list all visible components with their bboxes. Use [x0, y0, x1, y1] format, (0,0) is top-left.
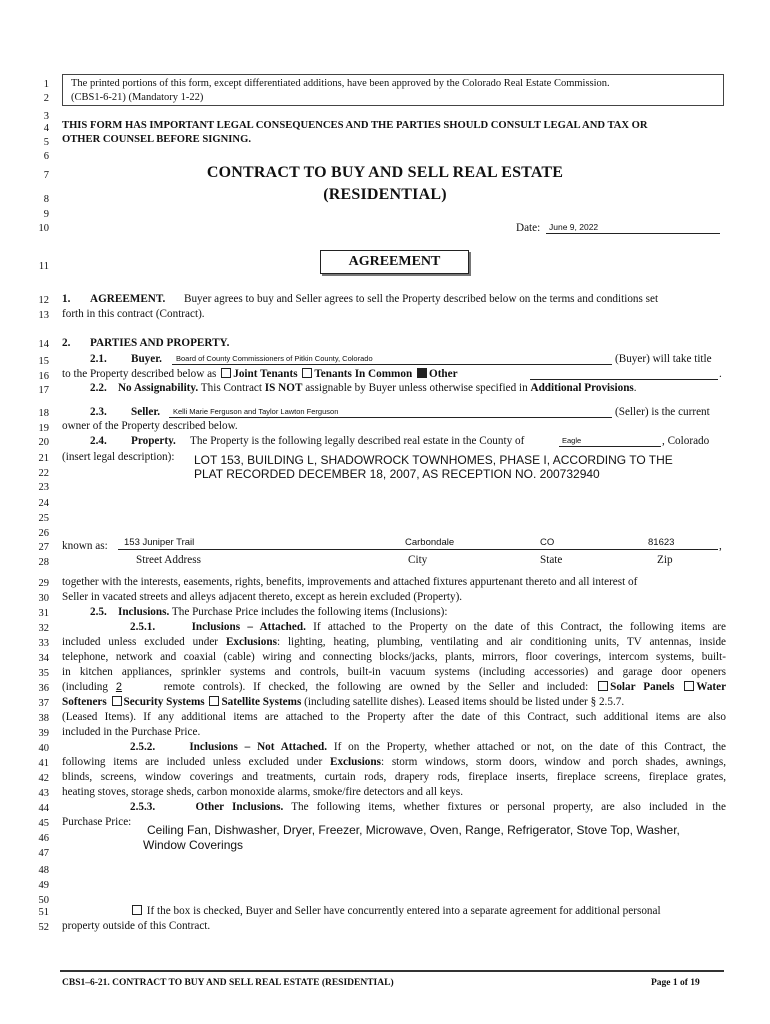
attached-line-38: (Leased Items). If any additional items are attached to the Property after the date of this Contract, such additional items are also: [62, 711, 726, 723]
line-number: 14: [38, 339, 49, 350]
s1-text-1: Buyer agrees to buy and Seller agrees to sell the Property described below on the terms and conditions set: [184, 293, 659, 305]
attached-text-32: If attached to the Property on the date of this Contract, the following items are: [313, 621, 727, 633]
assign-line: [90, 381, 637, 395]
other-inclusions-line-44: [62, 800, 726, 815]
line-number: 26: [38, 528, 49, 539]
separate-agreement-checkbox[interactable]: [132, 905, 142, 915]
tenants-in-common-checkbox[interactable]: [302, 368, 312, 378]
line-number: 4: [43, 123, 49, 134]
seller-suffix: (Seller) is the current: [615, 406, 710, 418]
attached-line-33: [62, 635, 726, 650]
line-number: 16: [38, 371, 49, 382]
line-number: 35: [38, 668, 49, 679]
line-number: 34: [38, 653, 49, 664]
line-number: 51: [38, 907, 49, 918]
not-attached-num: 2.5.2.: [130, 741, 156, 753]
buyer-num: 2.1.: [90, 353, 107, 365]
seller-line-2: owner of the Property described below.: [62, 420, 238, 432]
line-number: 29: [38, 578, 49, 589]
line-number: 11: [38, 261, 49, 272]
s2-num: 2.: [62, 337, 71, 349]
separate-agreement-line-52: property outside of this Contract.: [62, 920, 211, 932]
not-attached-label: Inclusions – Not Attached.: [189, 741, 327, 753]
not-attached-text-41c: : storm windows, storm doors, window and porch shades, awnings,: [380, 756, 727, 768]
buyer-field[interactable]: Board of County Commissioners of Pitkin County, Colorado: [176, 354, 373, 363]
other-label: Other: [429, 368, 458, 380]
street-address-label: Street Address: [136, 554, 201, 566]
attached-label: Inclusions – Attached.: [191, 621, 306, 633]
attached-num: 2.5.1.: [130, 621, 156, 633]
solar-panels-label: Solar Panels: [610, 681, 675, 693]
line-number: 52: [38, 922, 49, 933]
page-title: CONTRACT TO BUY AND SELL REAL ESTATE: [206, 164, 564, 181]
line-number: 8: [43, 194, 49, 205]
zip-label: Zip: [657, 554, 673, 566]
property-num: 2.4.: [90, 435, 107, 447]
line-number: 22: [38, 468, 49, 479]
buyer-suffix: (Buyer) will take title: [615, 353, 712, 365]
assign-label: No Assignability.: [117, 382, 199, 394]
s1-heading: AGREEMENT.: [90, 293, 166, 305]
warning-line-2: OTHER COUNSEL BEFORE SIGNING.: [62, 134, 251, 145]
known-as-label: known as:: [62, 540, 108, 552]
not-attached-text-41a: following items are included unless excluded under: [62, 756, 323, 768]
water-softeners-checkbox[interactable]: [684, 681, 694, 691]
county-state-suffix: , Colorado: [662, 435, 710, 447]
line-number: 6: [43, 151, 49, 162]
other-field-end: .: [719, 368, 722, 380]
attached-text-33a: included unless excluded under: [62, 636, 219, 648]
line-number: 42: [38, 773, 49, 784]
warning-line-1: THIS FORM HAS IMPORTANT LEGAL CONSEQUENCES AND THE PARTIES SHOULD CONSULT LEGAL AND TAX OR: [62, 120, 648, 131]
assign-num: 2.2.: [90, 382, 107, 394]
line-number: 33: [38, 638, 49, 649]
line-number: 21: [38, 453, 49, 464]
attached-line-36: [62, 680, 726, 695]
seller-num: 2.3.: [90, 406, 107, 418]
not-attached-text-40: If on the Property, whether attached or not, on the date of this Contract, the: [333, 741, 727, 753]
tenants-in-common-label: Tenants In Common: [314, 368, 413, 380]
line-number: 2: [43, 93, 49, 104]
attached-text-37b: (including satellite dishes). Leased items should be listed under § 2.5.7.: [304, 696, 625, 708]
property-text: The Property is the following legally described real estate in the County of: [190, 435, 525, 447]
not-attached-line-42: blinds, screens, window coverings and treatments, curtain rods, drapery rods, fireplace inserts, fireplace screens, fireplace grates,: [62, 771, 726, 783]
line-number: 36: [38, 683, 49, 694]
footer-form-title: CBS1–6-21. CONTRACT TO BUY AND SELL REAL ESTATE (RESIDENTIAL): [62, 978, 394, 988]
seller-field[interactable]: Kelli Marie Ferguson and Taylor Lawton Ferguson: [173, 407, 339, 416]
zip-field[interactable]: 81623: [648, 537, 675, 548]
water-label: Water: [696, 681, 727, 693]
assign-end: .: [633, 382, 637, 394]
line-number: 3: [43, 111, 49, 122]
date-label: Date:: [516, 222, 541, 234]
other-checkbox[interactable]: [417, 368, 427, 378]
line-number: 10: [38, 223, 49, 234]
line-number: 41: [38, 758, 49, 769]
city-label: City: [408, 554, 428, 566]
line-number: 7: [43, 170, 49, 181]
line-number: 28: [38, 557, 49, 568]
attached-line-35: in kitchen appliances, sprinkler systems and controls, built-in vacuum systems (including accessories) and garage door openers: [62, 666, 726, 678]
line-number: 5: [43, 137, 49, 148]
county-field[interactable]: Eagle: [562, 436, 582, 445]
attached-line-34: telephone, network and coaxial (cable) wiring and connecting blocks/jacks, plants, mirrors, floor coverings, intercom systems, built-: [62, 651, 726, 663]
line-number: 38: [38, 713, 49, 724]
line-number: 12: [38, 295, 49, 306]
attached-line-39: included in the Purchase Price.: [62, 726, 201, 738]
other-inclusions-field-1[interactable]: Ceiling Fan, Dishwasher, Dryer, Freezer, Microwave, Oven, Range, Refrigerator, Stove Top, Washer,: [147, 823, 680, 837]
notice-line-2: (CBS1-6-21) (Mandatory 1-22): [71, 92, 204, 103]
legal-description-line-2[interactable]: PLAT RECORDED DECEMBER 18, 2007, AS RECEPTION NO. 200732940: [194, 467, 600, 481]
additional-provisions-ref: Additional Provisions: [530, 382, 634, 394]
solar-panels-checkbox[interactable]: [598, 681, 608, 691]
buyer-label: Buyer.: [131, 353, 162, 365]
buyer-title-prefix: to the Property described below as: [62, 368, 217, 380]
line-number: 30: [38, 593, 49, 604]
line-number: 20: [38, 437, 49, 448]
line-number: 18: [38, 408, 49, 419]
satellite-systems-checkbox[interactable]: [209, 696, 219, 706]
attached-text-36b: remote controls). If checked, the following are owned by the Seller and included:: [163, 681, 589, 693]
line-number: 48: [38, 865, 49, 876]
together-line-1: together with the interests, easements, rights, benefits, improvements and attached fixtures appurtenant thereto and all interest of: [62, 576, 638, 588]
remote-count-field[interactable]: 2: [115, 681, 123, 693]
property-label: Property.: [131, 435, 176, 447]
date-field[interactable]: June 9, 2022: [549, 222, 599, 232]
line-number: 39: [38, 728, 49, 739]
other-inclusions-field-2[interactable]: Window Coverings: [143, 838, 244, 852]
seller-label: Seller.: [131, 406, 161, 418]
line-number: 50: [38, 895, 49, 906]
agreement-heading: AGREEMENT: [320, 250, 469, 274]
exclusions-ref-1: Exclusions: [225, 636, 277, 648]
not-attached-line-43: heating stoves, storage sheds, carbon monoxide alarms, smoke/fire detectors and all keys.: [62, 786, 464, 798]
line-number: 25: [38, 513, 49, 524]
line-number: 27: [38, 542, 49, 553]
line-number: 17: [38, 385, 49, 396]
address-comma: ,: [719, 540, 722, 552]
attached-line-37: [62, 695, 624, 709]
city-field[interactable]: Carbondale: [405, 537, 455, 548]
line-number: 1: [43, 79, 49, 90]
line-number: 23: [38, 482, 49, 493]
street-field[interactable]: 153 Juniper Trail: [124, 537, 195, 548]
line-number: 32: [38, 623, 49, 634]
joint-tenants-label: Joint Tenants: [233, 368, 298, 380]
joint-tenants-checkbox[interactable]: [221, 368, 231, 378]
line-number: 9: [43, 209, 49, 220]
line-number: 49: [38, 880, 49, 891]
s1-num: 1.: [62, 293, 71, 305]
state-field[interactable]: CO: [540, 537, 555, 548]
other-inclusions-text-44: The following items, whether fixtures or personal property, are also included in the: [291, 801, 726, 813]
page-number: Page 1 of 19: [651, 978, 700, 988]
together-line-2: Seller in vacated streets and alleys adjacent thereto, except as herein excluded (Property).: [62, 591, 463, 603]
purchase-price-label: Purchase Price:: [62, 816, 132, 828]
separate-agreement-line-51: [130, 904, 661, 918]
line-number: 43: [38, 788, 49, 799]
satellite-systems-label: Satellite Systems: [221, 696, 302, 708]
s2-heading: PARTIES AND PROPERTY.: [90, 337, 230, 349]
softeners-label: Softeners: [62, 696, 107, 708]
inclusions-line: [90, 605, 447, 619]
legal-description-label: (insert legal description):: [62, 451, 175, 463]
line-number: 45: [38, 818, 49, 829]
line-number: 40: [38, 743, 49, 754]
not-attached-line-41: [62, 755, 726, 770]
assign-is-not: IS NOT: [264, 382, 303, 394]
inclusions-num: 2.5.: [90, 606, 107, 618]
security-systems-checkbox[interactable]: [112, 696, 122, 706]
separate-agreement-text-51: If the box is checked, Buyer and Seller have concurrently entered into a separate agreement for additional personal: [146, 905, 661, 917]
line-number: 24: [38, 498, 49, 509]
other-inclusions-num: 2.5.3.: [130, 801, 156, 813]
footer-rule: [60, 970, 724, 972]
line-number: 37: [38, 698, 49, 709]
buyer-title-line: [62, 367, 458, 381]
legal-description-line-1[interactable]: LOT 153, BUILDING L, SHADOWROCK TOWNHOMES, PHASE I, ACCORDING TO THE: [194, 453, 673, 467]
line-number: 47: [38, 848, 49, 859]
page-subtitle: (RESIDENTIAL): [323, 186, 447, 203]
line-number: 46: [38, 833, 49, 844]
inclusions-text: The Purchase Price includes the following items (Inclusions):: [171, 606, 448, 618]
attached-text-33c: : lighting, heating, plumbing, ventilating and air conditioning units, TV antennas, inside: [276, 636, 727, 648]
attached-line-32: [62, 620, 726, 635]
other-field-line[interactable]: [530, 379, 718, 380]
notice-line-1: The printed portions of this form, except differentiated additions, have been approved by the Colorado Real Estate Commission.: [71, 78, 610, 89]
state-label: State: [540, 554, 563, 566]
s1-text-2: forth in this contract (Contract).: [62, 308, 205, 320]
line-number: 19: [38, 423, 49, 434]
line-number: 13: [38, 310, 49, 321]
line-number: 44: [38, 803, 49, 814]
attached-text-36a: (including: [62, 681, 108, 693]
line-number: 31: [38, 608, 49, 619]
other-inclusions-label: Other Inclusions.: [195, 801, 284, 813]
inclusions-label: Inclusions.: [117, 606, 170, 618]
security-systems-label: Security Systems: [123, 696, 205, 708]
assign-text-b: assignable by Buyer unless otherwise specified in: [305, 382, 528, 394]
line-number: 15: [38, 356, 49, 367]
assign-text-a: This Contract: [200, 382, 262, 394]
not-attached-line-40: [62, 740, 726, 755]
exclusions-ref-2: Exclusions: [329, 756, 381, 768]
